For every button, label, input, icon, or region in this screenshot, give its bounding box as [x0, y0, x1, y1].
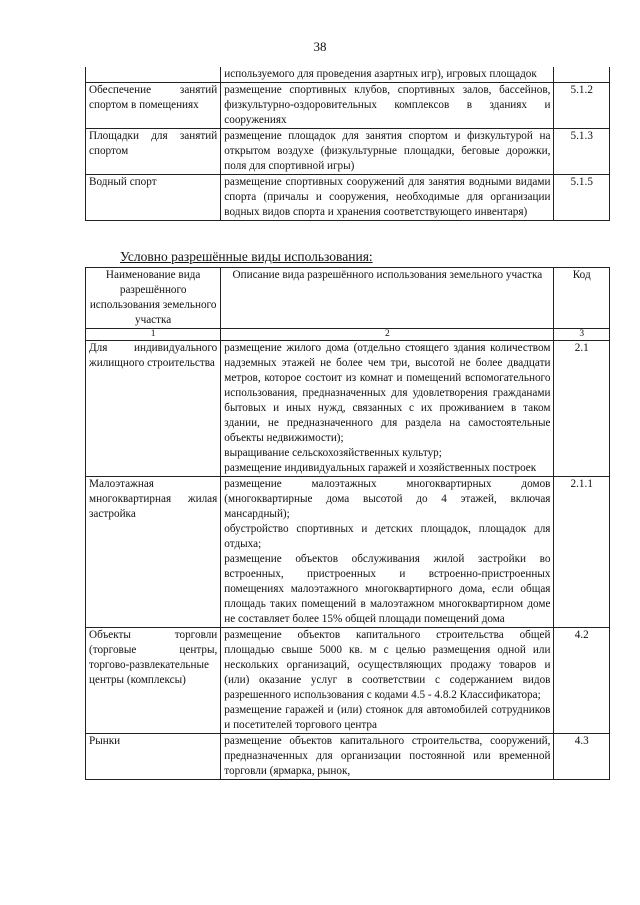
description-paragraph: размещение спортивных сооружений для занятия водными видами спорта (причалы и сооружения, необходимые для организации водных видов спорта и хранения соответствующего инвентаря) — [224, 176, 551, 218]
table2-header-row — [86, 268, 610, 329]
description-paragraph: используемого для проведения азартных игр), игровых площадок — [224, 68, 537, 80]
description-paragraph: размещение индивидуальных гаражей и хозяйственных построек — [224, 462, 537, 474]
use-code-cell: 4.2 — [554, 628, 610, 734]
use-name-cell: Водный спорт — [86, 175, 221, 221]
table-row — [86, 341, 610, 477]
use-code-cell: 5.1.5 — [554, 175, 610, 221]
use-code-cell: 4.3 — [554, 734, 610, 780]
use-name-cell: Рынки — [86, 734, 221, 780]
permitted-uses-table-continued — [85, 67, 610, 221]
use-description-cell — [221, 477, 554, 628]
use-description-cell — [221, 83, 554, 129]
use-code-cell: 2.1.1 — [554, 477, 610, 628]
column-number-3: 3 — [554, 329, 610, 341]
description-paragraph: размещение объектов обслуживания жилой застройки во встроенных, пристроенных и встроенно-пристроенных помещениях малоэтажного многоквартирного дома, если общая площадь таких помещений в малоэтажном многоквартирном доме не составляет более 15% общей площади помещений дома — [224, 553, 551, 625]
use-description-cell — [221, 734, 554, 780]
use-description-cell — [221, 341, 554, 477]
description-paragraph: размещение гаражей и (или) стоянок для автомобилей сотрудников и посетителей торгового центра — [224, 704, 551, 731]
section-title-text: Условно разрешённые виды использования: — [120, 249, 373, 264]
table2-body — [86, 341, 610, 780]
description-paragraph: размещение объектов капитального строительства, сооружений, предназначенных для организации постоянной или временной торговли (ярмарка, рынок, — [224, 735, 551, 777]
use-name-cell: Обеспечение занятий спортом в помещениях — [86, 83, 221, 129]
description-paragraph: обустройство спортивных и детских площадок, площадок для отдыха; — [224, 523, 551, 550]
header-code: Код — [554, 268, 610, 329]
table-row — [86, 129, 610, 175]
use-name-cell — [86, 67, 221, 83]
conditionally-permitted-uses-table — [85, 267, 610, 780]
table2-column-numbers — [86, 329, 610, 341]
description-paragraph: выращивание сельскохозяйственных культур; — [224, 447, 442, 459]
use-code-cell: 5.1.3 — [554, 129, 610, 175]
use-name-cell: Площадки для занятий спортом — [86, 129, 221, 175]
use-description-cell — [221, 129, 554, 175]
table-row — [86, 477, 610, 628]
table-row — [86, 734, 610, 780]
use-name-cell: Объекты торговли (торговые центры, торгово-развлекательные центры (комплексы) — [86, 628, 221, 734]
table-row — [86, 175, 610, 221]
use-code-cell — [554, 67, 610, 83]
table-row — [86, 67, 610, 83]
header-name: Наименование вида разрешённого использования земельного участка — [86, 268, 221, 329]
use-name-cell: Малоэтажная многоквартирная жилая застройка — [86, 477, 221, 628]
description-paragraph: размещение жилого дома (отдельно стоящего здания количеством надземных этажей не более чем три, высотой не более двадцати метров, которое состоит из комнат и помещений вспомогательного использования, предназначенных для удовлетворения гражданами бытовых и иных нужд, связанных с их проживанием в таком здании, не предназначенного для раздела на самостоятельные объекты недвижимости); — [224, 342, 551, 444]
use-code-cell: 2.1 — [554, 341, 610, 477]
column-number-1: 1 — [86, 329, 221, 341]
use-code-cell: 5.1.2 — [554, 83, 610, 129]
column-number-2: 2 — [221, 329, 554, 341]
section-title — [120, 249, 373, 265]
table-row — [86, 628, 610, 734]
use-description-cell — [221, 175, 554, 221]
table-row — [86, 83, 610, 129]
header-description: Описание вида разрешённого использования земельного участка — [221, 268, 554, 329]
description-paragraph: размещение спортивных клубов, спортивных залов, бассейнов, физкультурно-оздоровительных комплексов в зданиях и сооружениях — [224, 84, 551, 126]
page-number: 38 — [313, 39, 327, 54]
description-paragraph: размещение объектов капитального строительства общей площадью свыше 5000 кв. м с целью размещения одной или нескольких организаций, осуществляющих продажу товаров и (или) оказание услуг в соответствии с содержанием видов разрешенного использования с кодами 4.5 - 4.8.2 Классификатора; — [224, 629, 551, 701]
description-paragraph: размещение площадок для занятия спортом и физкультурой на открытом воздухе (физкультурные площадки, беговые дорожки, поля для спортивной игры) — [224, 130, 551, 172]
table1-body — [86, 67, 610, 221]
use-name-cell: Для индивидуального жилищного строительства — [86, 341, 221, 477]
use-description-cell — [221, 67, 554, 83]
description-paragraph: размещение малоэтажных многоквартирных домов (многоквартирные дома высотой до 4 этажей, включая мансардный); — [224, 478, 551, 520]
use-description-cell — [221, 628, 554, 734]
